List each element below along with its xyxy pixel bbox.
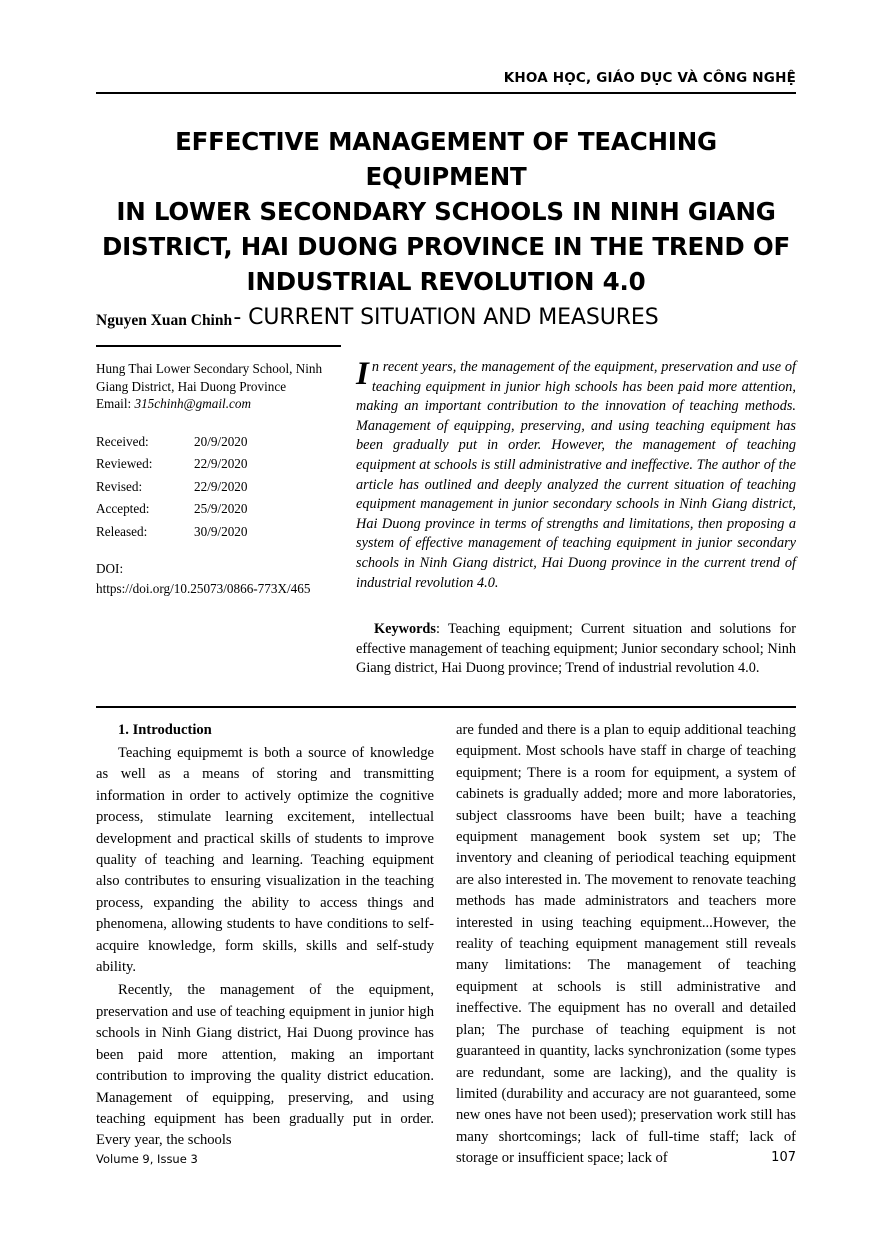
dates-table — [96, 431, 336, 544]
date-label-revised: Revised: — [96, 478, 143, 494]
header-divider — [96, 92, 796, 94]
doi-link[interactable]: https://doi.org/10.25073/0866-773X/465 — [96, 581, 311, 596]
title-line-1: EFFECTIVE MANAGEMENT OF TEACHING EQUIPMENT — [175, 127, 717, 191]
body-column-left — [96, 720, 434, 1154]
date-label-released: Released: — [96, 523, 148, 539]
author-divider — [96, 345, 341, 347]
author-affiliation: Hung Thai Lower Secondary School, Ninh Giang District, Hai Duong Province — [96, 361, 323, 394]
date-label-accepted: Accepted: — [96, 501, 150, 516]
table-row — [96, 453, 336, 476]
keywords-label: Keywords — [374, 621, 436, 637]
title-line-2: IN LOWER SECONDARY SCHOOLS IN NINH GIANG — [116, 197, 776, 226]
abstract-dropcap: I — [356, 356, 369, 392]
author-email-line — [96, 395, 346, 413]
keywords-block — [356, 620, 796, 679]
body-divider — [96, 706, 796, 708]
date-value-received: 20/9/2020 — [194, 433, 248, 449]
date-label-received: Received: — [96, 433, 149, 449]
title-line-4: INDUSTRIAL REVOLUTION 4.0 — [246, 267, 646, 296]
keywords-text: : Teaching equipment; Current situation and solutions for effective management of teaching equipment; Junior secondary school; Ninh Giang district, Hai Duong province; Trend of industrial revolution 4.0. — [356, 621, 796, 677]
section-heading-introduction: 1. Introduction — [118, 722, 212, 738]
author-name: Nguyen Xuan Chinh — [96, 312, 233, 329]
body-column-right — [456, 720, 796, 1172]
metadata-column — [96, 360, 346, 599]
paragraph: Recently, the management of the equipment, preservation and use of teaching equipment in junior high schools in Ninh Giang district, Hai Duong province has been paid more attention, making an important contribution to improving the quality district education. Management of equipping, preserving, and using teaching equipment has been gradually put in order. Every year, the schools — [96, 982, 434, 1149]
page-title — [96, 124, 796, 335]
title-line-3: DISTRICT, HAI DUONG PROVINCE IN THE TREND OF — [101, 232, 791, 261]
author-block — [96, 312, 366, 330]
date-value-reviewed: 22/9/2020 — [194, 456, 248, 471]
paragraph: Teaching equipmemt is both a source of knowledge as well as a means of storing and transmitting information in order to actively optimize the cognitive process, stimulate learning excitement, intellectual development and practical skills of students to improve quality of teaching and learning. Teaching equipment also contributes to ensuring visualization in the teaching process, expanding the ability to access things and phenomena, allowing students to have conditions to self-acquire knowledge, form skills, skills and self-study ability. — [96, 745, 434, 976]
abstract-text — [356, 358, 796, 593]
footer-volume: Volume 9, Issue 3 — [96, 1152, 198, 1166]
doi-label: DOI: — [96, 561, 124, 576]
table-row — [96, 476, 336, 499]
date-value-accepted: 25/9/2020 — [194, 501, 248, 516]
title-subtitle: - CURRENT SITUATION AND MEASURES — [233, 305, 659, 330]
table-row — [96, 498, 336, 521]
running-header-text: KHOA HỌC, GIÁO DỤC VÀ CÔNG NGHỆ — [503, 70, 796, 86]
table-row — [96, 521, 336, 544]
email-value[interactable]: 315chinh@gmail.com — [134, 396, 251, 411]
paragraph: are funded and there is a plan to equip additional teaching equipment. Most schools have staff in charge of teaching equipment; There is a room for equipment, a system of cabinets is gradually added; more and more laboratories, subject classrooms have been built; have a teaching equipment management book system set up; The inventory and cleaning of periodical teaching equipment are also interested in. The movement to renovate teaching methods has made administrators and teachers more interested in using teaching equipment...However, the reality of teaching equipment management still reveals many limitations: The management of teaching equipment at schools is still administrative and ineffective. The equipment has no overall and detailed plan; The purchase of teaching equipment is not guaranteed in quantity, lacks synchronization (some types are redundant, some are lacking), and the quality is limited (durability and accuracy are not guaranteed, some new ones have not been used); preservation work still has many shortcomings; lack of full-time staff; lack of storage or insufficient space; lack of — [456, 722, 796, 1167]
date-value-revised: 22/9/2020 — [194, 478, 248, 494]
table-row — [96, 431, 336, 454]
footer-page-number: 107 — [771, 1150, 796, 1165]
email-label: Email: — [96, 396, 135, 411]
running-header — [96, 70, 796, 86]
date-value-released: 30/9/2020 — [194, 523, 248, 539]
date-label-reviewed: Reviewed: — [96, 456, 153, 471]
doi-block — [96, 559, 346, 599]
abstract-body: n recent years, the management of the equipment, preservation and use of teaching equipment in junior high schools has been paid more attention, making an important contribution to the innovation of teaching methods. Management of equipping, preserving, and using teaching equipment has been gradually put in order. However, the management of teaching equipment at schools is still administrative and ineffective. The author of the article has outlined and deeply analyzed the current situation of teaching equipment management in junior secondary schools in Ninh Giang district, Hai Duong province in terms of strengths and limitations, then proposing a system of effective management of teaching equipment in junior secondary schools in Ninh Giang district, Hai Duong province in the current trend of industrial revolution 4.0. — [356, 359, 796, 591]
